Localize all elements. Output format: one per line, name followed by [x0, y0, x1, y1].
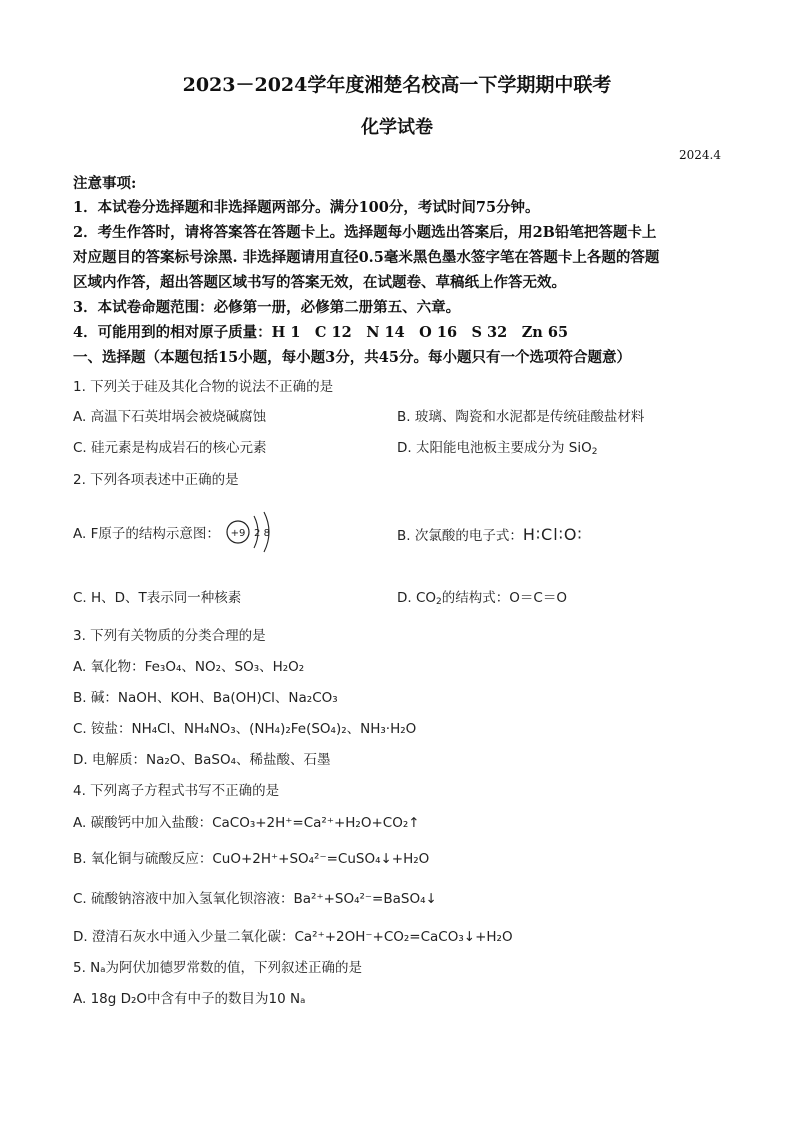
q5-stem: 5. Nₐ为阿伏加德罗常数的值，下列叙述正确的是 — [73, 960, 363, 976]
q2-option-d: D. $CO_2$的结构式：O＝C＝O — [397, 590, 567, 607]
q3-stem: 3. 下列有关物质的分类合理的是 — [73, 628, 266, 644]
section-heading: 一、选择题（本题包括15小题，每小题3分，共45分。每小题只有一个选项符合题意） — [73, 349, 631, 366]
q3-option-b: B. 碱：NaOH、KOH、Ba(OH)Cl、Na₂CO₃ — [73, 690, 338, 706]
q4-option-c: C. 硫酸钠溶液中加入氢氧化钡溶液：Ba²⁺+SO₄²⁻=BaSO₄↓ — [73, 891, 437, 907]
q4-stem: 4. 下列离子方程式书写不正确的是 — [73, 783, 280, 799]
q3-option-a: A. 氧化物：Fe₃O₄、NO₂、SO₃、H₂O₂ — [73, 659, 305, 675]
fluorine-atom-diagram — [224, 510, 288, 554]
q1-option-c: C. 硅元素是构成岩石的核心元素 — [73, 440, 267, 456]
note-3: 3．本试卷命题范围：必修第一册，必修第二册第五、六章。 — [73, 299, 461, 316]
q3-option-c: C. 铵盐：NH₄Cl、NH₄NO₃、(NH₄)₂Fe(SO₄)₂、NH₃·H₂O — [73, 721, 417, 737]
q2-option-a: A. F原子的结构示意图： +9 2 8 — [73, 510, 288, 554]
note-2-line-1: 2．考生作答时，请将答案答在答题卡上。选择题每小题选出答案后，用2B铅笔把答题卡上 — [73, 224, 657, 241]
q2-option-c: C. H、D、T表示同一种核素 — [73, 590, 242, 606]
q4-option-d: D. 澄清石灰水中通入少量二氧化碳：Ca²⁺+2OH⁻+CO₂=CaCO₃↓+H₂O — [73, 929, 513, 945]
q1-option-d: D. 太阳能电池板主要成分为 SiO$_2$ — [397, 440, 598, 457]
q4-option-b: B. 氧化铜与硫酸反应：CuO+2H⁺+SO₄²⁻=CuSO₄↓+H₂O — [73, 851, 430, 867]
note-1: 1．本试卷分选择题和非选择题两部分。满分100分，考试时间75分钟。 — [73, 199, 540, 216]
q1-stem: 1. 下列关于硅及其化合物的说法不正确的是 — [73, 379, 334, 395]
q5-option-a: A. 18g D₂O中含有中子的数目为10 Nₐ — [73, 991, 306, 1007]
q4-option-a: A. 碳酸钙中加入盐酸：CaCO₃+2H⁺=Ca²⁺+H₂O+CO₂↑ — [73, 815, 420, 831]
exam-date: 2024.4 — [679, 148, 721, 162]
exam-title: 2023－2024学年度湘楚名校高一下学期期中联考 — [182, 74, 612, 96]
note-2-line-2: 对应题目的答案标号涂黑. 非选择题请用直径0.5毫米黑色墨水签字笔在答题卡上各题的答题 — [73, 249, 660, 266]
q1-option-b: B. 玻璃、陶瓷和水泥都是传统硅酸盐材料 — [397, 409, 645, 425]
atom-nucleus: +9 — [230, 528, 246, 539]
q2-stem: 2. 下列各项表述中正确的是 — [73, 472, 239, 488]
atom-shells: 2 8 — [253, 528, 270, 539]
q1-option-a: A. 高温下石英坩埚会被烧碱腐蚀 — [73, 409, 267, 425]
subject-title: 化学试卷 — [361, 117, 433, 138]
q2-option-b: B. 次氯酸的电子式：H∶Cl∶O∶ — [397, 525, 583, 544]
q3-option-d: D. 电解质：Na₂O、BaSO₄、稀盐酸、石墨 — [73, 752, 331, 768]
note-4: 4．可能用到的相对原子质量：H 1 C 12 N 14 O 16 S 32 Zn 65 — [73, 324, 569, 341]
note-2-line-3: 区域内作答，超出答题区域书写的答案无效，在试题卷、草稿纸上作答无效。 — [73, 274, 566, 291]
notes-heading: 注意事项: — [73, 175, 137, 192]
